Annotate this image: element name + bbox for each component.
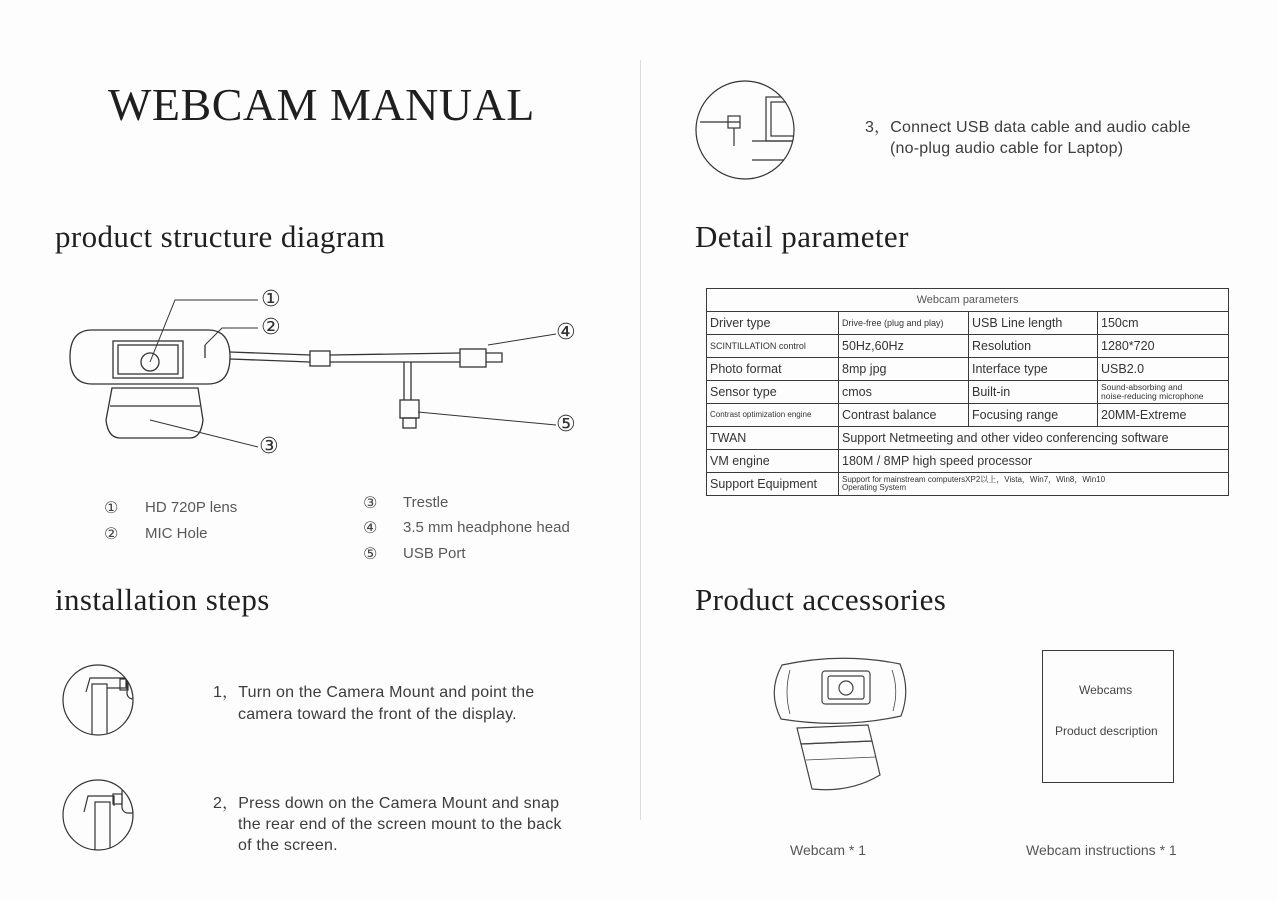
laptop-screen-inner <box>771 102 809 136</box>
lens-frame <box>113 341 183 378</box>
legend-number: ① <box>104 498 119 517</box>
cable-line <box>230 352 310 355</box>
webcam-structure-diagram <box>70 300 556 447</box>
screen-edge <box>95 802 110 872</box>
usb-plug-icon <box>400 400 419 418</box>
table-cell: USB2.0 <box>1098 358 1229 381</box>
step3-illustration <box>696 81 832 179</box>
table-row <box>707 358 1229 381</box>
table-cell: Support Netmeeting and other video conferencing software <box>839 427 1229 450</box>
table-cell: Sound-absorbing and noise-reducing microphone <box>1098 381 1229 404</box>
step3-circle <box>696 81 794 179</box>
usb-plug-tip <box>403 418 416 428</box>
table-cell: USB Line length <box>969 312 1098 335</box>
callout-line-4 <box>488 334 556 345</box>
table-caption: Webcam parameters <box>707 289 1229 312</box>
lens-icon <box>839 681 853 695</box>
table-cell: Built-in <box>969 381 1098 404</box>
callout-line-5 <box>418 412 556 425</box>
table-cell: 8mp jpg <box>839 358 969 381</box>
screen-edge <box>92 684 107 754</box>
camera-icon <box>127 669 155 699</box>
installation-heading: installation steps <box>55 582 270 617</box>
legend-label: MIC Hole <box>145 525 208 542</box>
table-cell: 50Hz,60Hz <box>839 335 969 358</box>
cable-line <box>230 359 310 362</box>
structure-heading: product structure diagram <box>55 219 386 254</box>
table-cell: 150cm <box>1098 312 1229 335</box>
detail-heading: Detail parameter <box>695 219 909 254</box>
step1-circle <box>63 665 133 735</box>
step3-line: 3，Connect USB data cable and audio cable <box>865 119 1191 136</box>
stand <box>801 741 880 790</box>
table-cell: Resolution <box>969 335 1098 358</box>
legend-label: HD 720P lens <box>145 499 238 516</box>
headphone-jack-icon <box>460 349 486 367</box>
booklet-title: Webcams <box>1079 683 1133 697</box>
step1-illustration <box>63 665 155 754</box>
callout-4: ④ <box>556 320 576 345</box>
step2-line: of the screen. <box>238 837 338 854</box>
accessories-heading: Product accessories <box>695 582 947 617</box>
accessory-caption-instructions: Webcam instructions * 1 <box>1026 842 1177 858</box>
table-row <box>707 335 1229 358</box>
page-title: WEBCAM MANUAL <box>108 79 535 130</box>
callout-5: ⑤ <box>556 412 576 437</box>
lens-frame-inner <box>118 345 178 374</box>
cable-splitter <box>310 351 330 366</box>
webcam-body-shade <box>892 670 896 711</box>
table-cell: VM engine <box>707 450 839 473</box>
table-row <box>707 312 1229 335</box>
table-cell: TWAN <box>707 427 839 450</box>
callout-3: ③ <box>259 434 279 459</box>
table-cell: cmos <box>839 381 969 404</box>
table-row <box>707 381 1229 404</box>
instructions-booklet <box>1042 650 1174 783</box>
center-divider <box>640 60 641 820</box>
table-cell: Driver type <box>707 312 839 335</box>
callout-1: ① <box>261 287 281 312</box>
table-row <box>707 450 1229 473</box>
table-row <box>707 473 1229 496</box>
accessory-webcam-drawing <box>774 658 906 789</box>
legend-label: Trestle <box>403 494 449 511</box>
table-cell: SCINTILLATION control <box>707 335 839 358</box>
cable-line <box>330 353 460 355</box>
legend-number: ⑤ <box>363 544 378 563</box>
webcam-body-shade <box>787 670 790 714</box>
callout-lines <box>150 300 556 447</box>
stand-line <box>806 757 876 760</box>
booklet-subtitle: Product description <box>1055 724 1158 738</box>
table-cell: 180M / 8MP high speed processor <box>839 450 1229 473</box>
step1-line: 1，Turn on the Camera Mount and point the <box>213 684 535 701</box>
legend-number: ② <box>104 524 119 543</box>
table-row <box>707 427 1229 450</box>
camera-icon <box>122 785 152 813</box>
table-cell: 20MM-Extreme <box>1098 404 1229 427</box>
legend-label: USB Port <box>403 545 466 562</box>
callout-2: ② <box>261 315 281 340</box>
table-cell: Focusing range <box>969 404 1098 427</box>
table-cell: 1280*720 <box>1098 335 1229 358</box>
callout-line-3 <box>150 420 258 447</box>
legend-number: ④ <box>363 518 378 537</box>
step1-line: camera toward the front of the display. <box>238 706 517 723</box>
table-cell: Contrast balance <box>839 404 969 427</box>
step2-line: 2，Press down on the Camera Mount and snap <box>213 795 560 812</box>
step2-line: the rear end of the screen mount to the back <box>238 816 562 833</box>
table-cell: Contrast optimization engine <box>707 404 839 427</box>
table-cell: Support Equipment <box>707 473 839 496</box>
step2-illustration <box>63 780 152 872</box>
webcam-body <box>70 330 230 384</box>
stand <box>106 388 203 438</box>
table-cell: Drive-free (plug and play) <box>839 312 969 335</box>
table-cell: Photo format <box>707 358 839 381</box>
step3-line: (no-plug audio cable for Laptop) <box>890 140 1124 157</box>
table-row <box>707 289 1229 312</box>
table-cell: Support for mainstream computersXP2以上，Vista，Win7，Win8，Win10 Operating System <box>839 473 1229 496</box>
table-cell: Interface type <box>969 358 1098 381</box>
legend-number: ③ <box>363 493 378 512</box>
accessory-caption-webcam: Webcam * 1 <box>790 842 866 858</box>
table-row <box>707 404 1229 427</box>
table-cell: Sensor type <box>707 381 839 404</box>
headphone-jack-tip <box>486 353 502 362</box>
laptop-screen-icon <box>766 97 814 141</box>
legend-label: 3.5 mm headphone head <box>403 519 570 536</box>
parameter-table <box>706 288 1229 496</box>
